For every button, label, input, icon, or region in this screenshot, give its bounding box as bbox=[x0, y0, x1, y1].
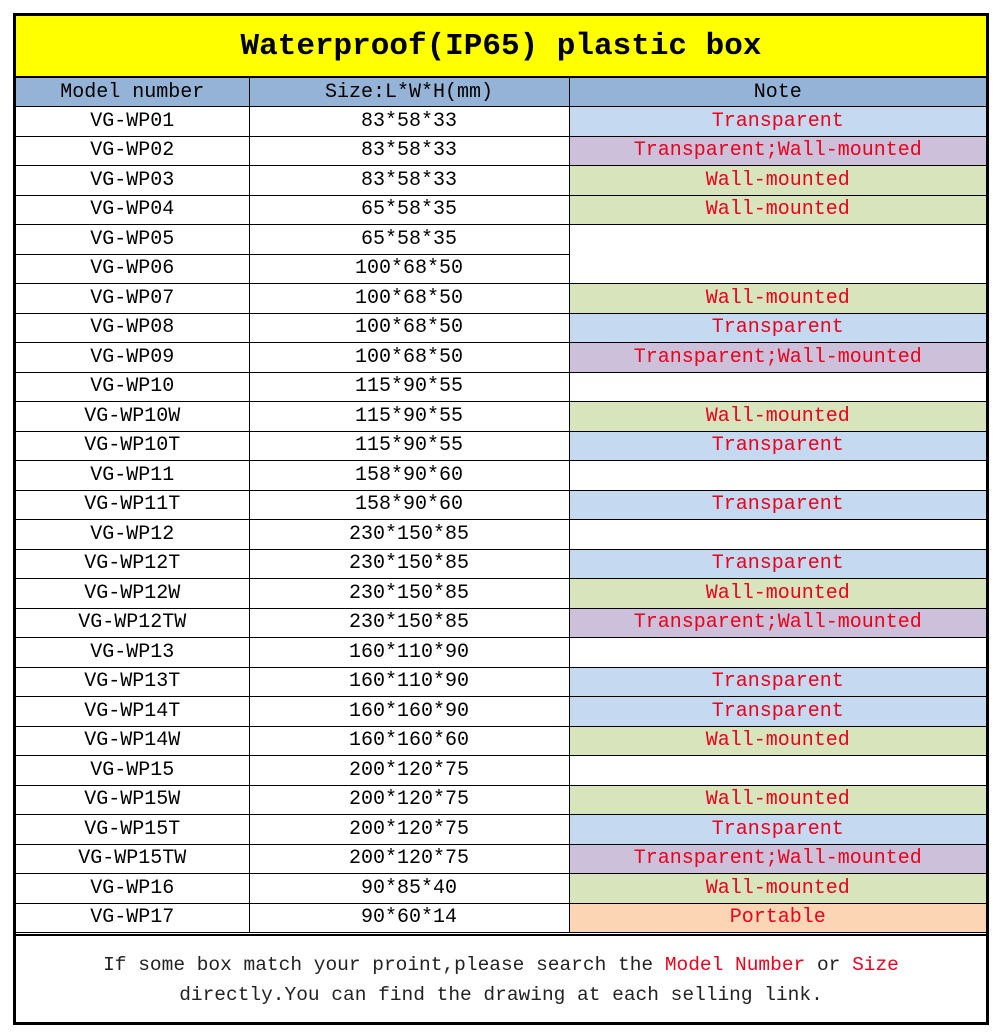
note-cell: Transparent;Wall-mounted bbox=[569, 844, 986, 874]
model-number-cell: VG-WP01 bbox=[16, 107, 249, 137]
model-number-cell: VG-WP04 bbox=[16, 195, 249, 225]
model-number-cell: VG-WP13T bbox=[16, 667, 249, 697]
size-cell: 200*120*75 bbox=[249, 785, 569, 815]
model-number-cell: VG-WP12W bbox=[16, 579, 249, 609]
note-cell: Transparent bbox=[569, 490, 986, 520]
model-number-cell: VG-WP13 bbox=[16, 638, 249, 668]
header-note: Note bbox=[569, 78, 986, 107]
size-cell: 230*150*85 bbox=[249, 520, 569, 550]
table-row bbox=[16, 638, 986, 668]
footer-line-1 bbox=[103, 950, 899, 980]
size-cell: 230*150*85 bbox=[249, 549, 569, 579]
size-cell: 160*110*90 bbox=[249, 638, 569, 668]
table-row bbox=[16, 372, 986, 402]
model-number-cell: VG-WP08 bbox=[16, 313, 249, 343]
table-row bbox=[16, 903, 986, 933]
model-number-cell: VG-WP14T bbox=[16, 697, 249, 727]
size-cell: 90*85*40 bbox=[249, 874, 569, 904]
model-number-cell: VG-WP09 bbox=[16, 343, 249, 373]
footer-line-2: directly.You can find the drawing at each selling link. bbox=[179, 984, 823, 1006]
document-frame bbox=[13, 13, 989, 1025]
size-cell: 83*58*33 bbox=[249, 166, 569, 196]
note-cell: Transparent;Wall-mounted bbox=[569, 343, 986, 373]
model-number-cell: VG-WP17 bbox=[16, 903, 249, 933]
table-row bbox=[16, 785, 986, 815]
table-row bbox=[16, 874, 986, 904]
model-number-cell: VG-WP12 bbox=[16, 520, 249, 550]
table-row bbox=[16, 284, 986, 314]
footer-text-or: or bbox=[805, 954, 853, 976]
size-cell: 83*58*33 bbox=[249, 107, 569, 137]
table-row bbox=[16, 490, 986, 520]
table-row bbox=[16, 549, 986, 579]
note-cell: Portable bbox=[569, 903, 986, 933]
table-body bbox=[16, 107, 986, 933]
note-cell bbox=[569, 372, 986, 402]
model-number-cell: VG-WP03 bbox=[16, 166, 249, 196]
note-cell: Transparent bbox=[569, 313, 986, 343]
note-cell: Wall-mounted bbox=[569, 402, 986, 432]
model-number-cell: VG-WP06 bbox=[16, 254, 249, 284]
header-model-number: Model number bbox=[16, 78, 249, 107]
page-title: Waterproof(IP65) plastic box bbox=[16, 16, 986, 78]
table-row bbox=[16, 225, 986, 255]
note-cell: Wall-mounted bbox=[569, 785, 986, 815]
table-row bbox=[16, 402, 986, 432]
note-cell: Wall-mounted bbox=[569, 195, 986, 225]
note-cell bbox=[569, 638, 986, 668]
model-number-cell: VG-WP02 bbox=[16, 136, 249, 166]
table-row bbox=[16, 844, 986, 874]
footer-size-highlight: Size bbox=[852, 954, 899, 976]
table-row bbox=[16, 608, 986, 638]
model-number-cell: VG-WP16 bbox=[16, 874, 249, 904]
table-row bbox=[16, 815, 986, 845]
model-number-cell: VG-WP10W bbox=[16, 402, 249, 432]
note-cell: Wall-mounted bbox=[569, 166, 986, 196]
note-cell bbox=[569, 520, 986, 550]
size-cell: 200*120*75 bbox=[249, 815, 569, 845]
table-row bbox=[16, 726, 986, 756]
footer-note bbox=[16, 934, 986, 1024]
note-cell bbox=[569, 225, 986, 284]
model-number-cell: VG-WP15T bbox=[16, 815, 249, 845]
table-row bbox=[16, 343, 986, 373]
note-cell: Transparent;Wall-mounted bbox=[569, 608, 986, 638]
header-size: Size:L*W*H(mm) bbox=[249, 78, 569, 107]
size-cell: 115*90*55 bbox=[249, 372, 569, 402]
size-cell: 65*58*35 bbox=[249, 225, 569, 255]
note-cell bbox=[569, 461, 986, 491]
model-number-cell: VG-WP12T bbox=[16, 549, 249, 579]
model-number-cell: VG-WP05 bbox=[16, 225, 249, 255]
product-table bbox=[16, 78, 986, 933]
table-row bbox=[16, 107, 986, 137]
note-cell: Transparent bbox=[569, 667, 986, 697]
size-cell: 115*90*55 bbox=[249, 402, 569, 432]
model-number-cell: VG-WP11T bbox=[16, 490, 249, 520]
size-cell: 100*68*50 bbox=[249, 254, 569, 284]
size-cell: 83*58*33 bbox=[249, 136, 569, 166]
note-cell: Transparent bbox=[569, 815, 986, 845]
table-row bbox=[16, 579, 986, 609]
model-number-cell: VG-WP15W bbox=[16, 785, 249, 815]
size-cell: 65*58*35 bbox=[249, 195, 569, 225]
note-cell: Wall-mounted bbox=[569, 284, 986, 314]
table-row bbox=[16, 756, 986, 786]
note-cell: Transparent bbox=[569, 107, 986, 137]
size-cell: 115*90*55 bbox=[249, 431, 569, 461]
size-cell: 100*68*50 bbox=[249, 343, 569, 373]
model-number-cell: VG-WP10 bbox=[16, 372, 249, 402]
table-row bbox=[16, 520, 986, 550]
note-cell: Transparent bbox=[569, 431, 986, 461]
model-number-cell: VG-WP12TW bbox=[16, 608, 249, 638]
table-row bbox=[16, 697, 986, 727]
note-cell: Transparent bbox=[569, 549, 986, 579]
model-number-cell: VG-WP15TW bbox=[16, 844, 249, 874]
size-cell: 158*90*60 bbox=[249, 490, 569, 520]
model-number-cell: VG-WP11 bbox=[16, 461, 249, 491]
size-cell: 200*120*75 bbox=[249, 844, 569, 874]
size-cell: 230*150*85 bbox=[249, 608, 569, 638]
table-row bbox=[16, 136, 986, 166]
footer-text-a: If some box match your proint,please search the bbox=[103, 954, 665, 976]
table-row bbox=[16, 461, 986, 491]
model-number-cell: VG-WP15 bbox=[16, 756, 249, 786]
note-cell: Wall-mounted bbox=[569, 874, 986, 904]
note-cell: Wall-mounted bbox=[569, 579, 986, 609]
footer-model-number-highlight: Model Number bbox=[664, 954, 806, 976]
table-row bbox=[16, 431, 986, 461]
note-cell: Transparent bbox=[569, 697, 986, 727]
table-row bbox=[16, 166, 986, 196]
size-cell: 230*150*85 bbox=[249, 579, 569, 609]
size-cell: 158*90*60 bbox=[249, 461, 569, 491]
note-cell: Transparent;Wall-mounted bbox=[569, 136, 986, 166]
size-cell: 200*120*75 bbox=[249, 756, 569, 786]
table-row bbox=[16, 313, 986, 343]
size-cell: 100*68*50 bbox=[249, 284, 569, 314]
size-cell: 90*60*14 bbox=[249, 903, 569, 933]
size-cell: 100*68*50 bbox=[249, 313, 569, 343]
size-cell: 160*160*60 bbox=[249, 726, 569, 756]
model-number-cell: VG-WP14W bbox=[16, 726, 249, 756]
table-header-row bbox=[16, 78, 986, 107]
model-number-cell: VG-WP07 bbox=[16, 284, 249, 314]
table-row bbox=[16, 195, 986, 225]
note-cell: Wall-mounted bbox=[569, 726, 986, 756]
model-number-cell: VG-WP10T bbox=[16, 431, 249, 461]
table-row bbox=[16, 667, 986, 697]
note-cell bbox=[569, 756, 986, 786]
size-cell: 160*110*90 bbox=[249, 667, 569, 697]
size-cell: 160*160*90 bbox=[249, 697, 569, 727]
